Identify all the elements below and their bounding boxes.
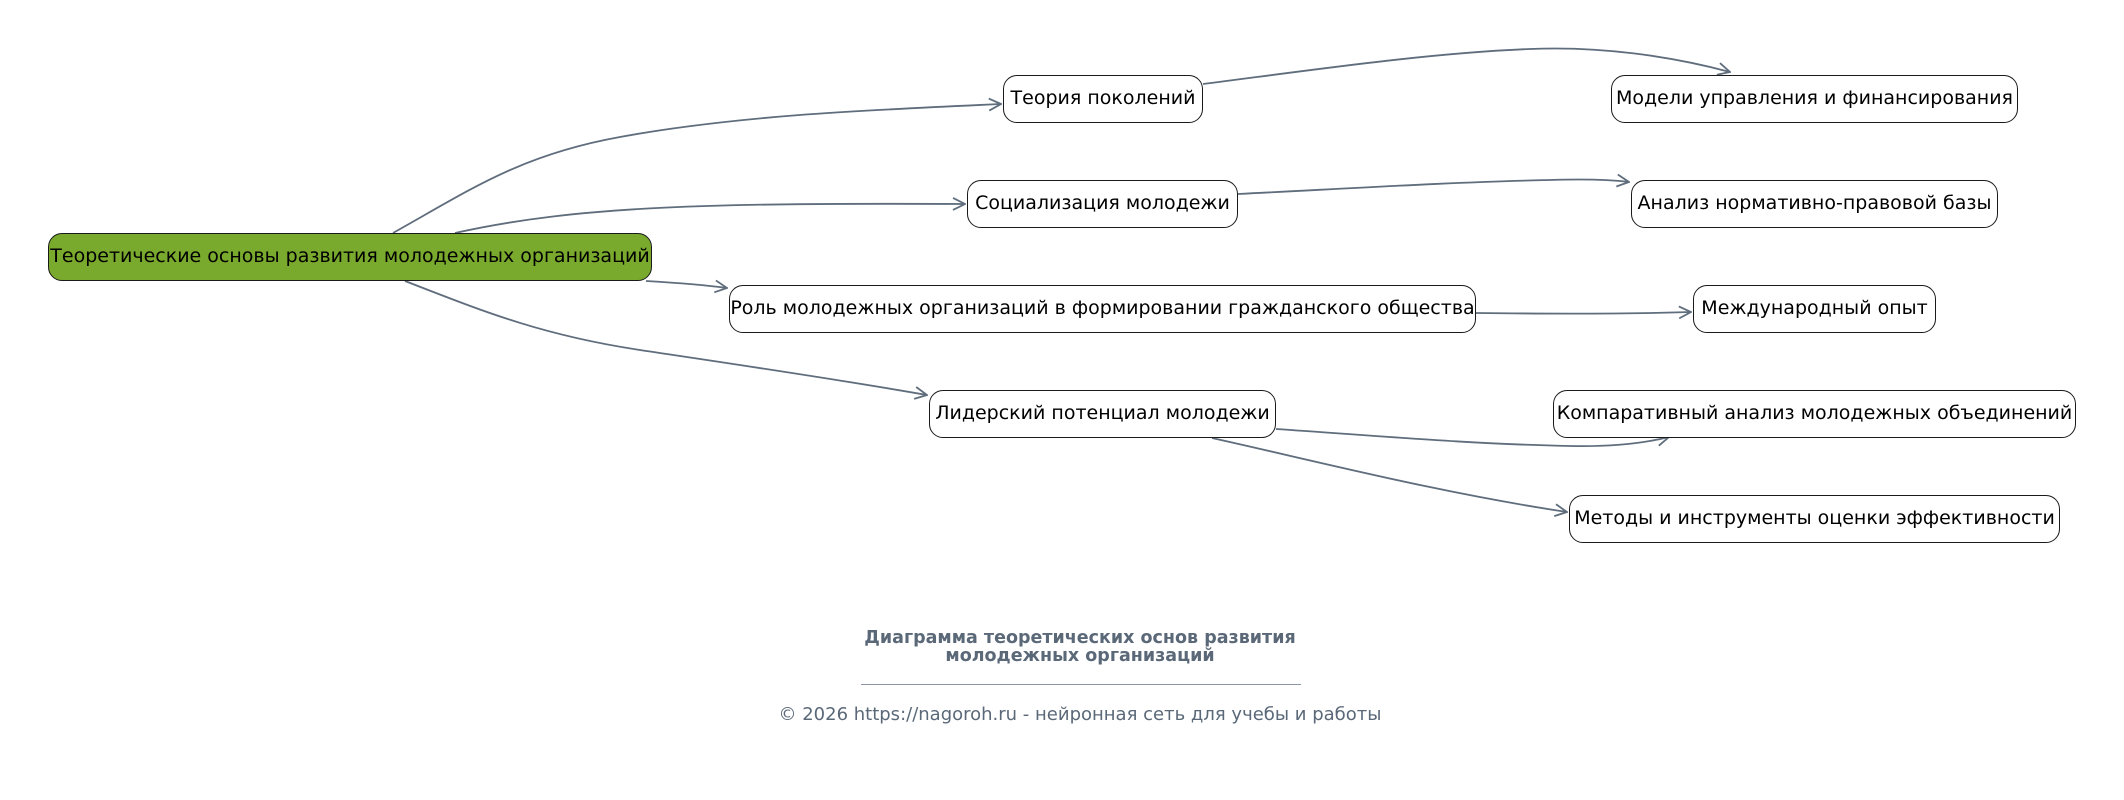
node-legal-analysis: Анализ нормативно-правовой базы <box>1631 180 1998 228</box>
node-socialization: Социализация молодежи <box>967 180 1238 228</box>
edge-civil-role-to-international <box>1476 312 1691 314</box>
edge-leadership-to-methods <box>1212 438 1567 512</box>
node-management-models: Модели управления и финансирования <box>1611 75 2018 123</box>
node-international: Международный опыт <box>1693 285 1936 333</box>
caption-title-line1: Диаграмма теоретических основ развития <box>864 628 1296 648</box>
edge-root-to-generations <box>393 104 1001 233</box>
caption-footer: © 2026 https://nagoroh.ru - нейронная сеть для учебы и работы <box>778 704 1382 725</box>
caption-title-line2: молодежных организаций <box>945 646 1215 666</box>
node-comparative: Компаративный анализ молодежных объединений <box>1553 390 2076 438</box>
caption-divider <box>861 684 1301 685</box>
node-generations: Теория поколений <box>1003 75 1203 123</box>
node-methods: Методы и инструменты оценки эффективности <box>1569 495 2060 543</box>
node-civil-role: Роль молодежных организаций в формировании гражданского общества <box>729 285 1476 333</box>
node-root: Теоретические основы развития молодежных организаций <box>48 233 652 281</box>
edge-root-to-civil-role <box>646 281 727 288</box>
edge-socialization-to-legal-analysis <box>1238 179 1629 194</box>
edge-root-to-socialization <box>455 204 965 233</box>
node-leadership: Лидерский потенциал молодежи <box>929 390 1276 438</box>
